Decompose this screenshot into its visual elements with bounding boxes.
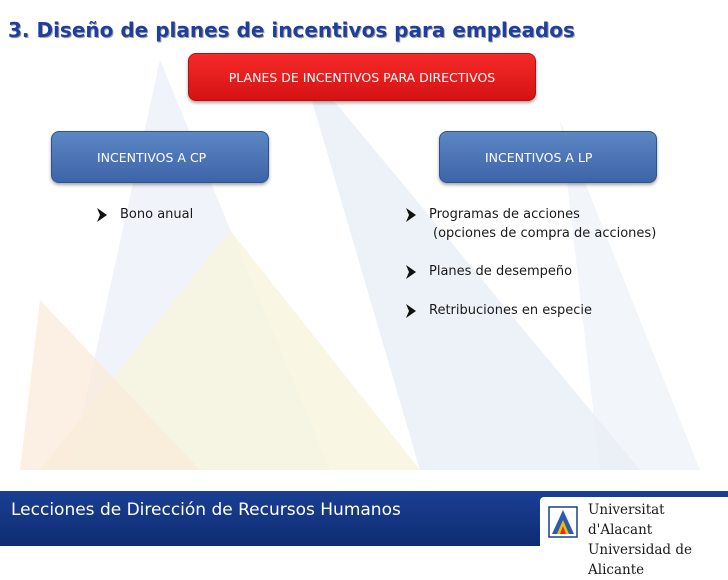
box-incentivos-lp bbox=[439, 131, 657, 183]
arrow-bullet-icon bbox=[405, 303, 417, 319]
bullet-item bbox=[405, 264, 656, 280]
logo-line-2: Universidad de Alicante bbox=[588, 542, 692, 578]
lp-bullet-list bbox=[405, 207, 656, 319]
slide-title: 3. Diseño de planes de incentivos para empleados bbox=[8, 18, 575, 42]
box-lp-label: INCENTIVOS A LP bbox=[485, 149, 593, 165]
bullet-subtext: (opciones de compra de acciones) bbox=[433, 226, 657, 241]
top-box-label: PLANES DE INCENTIVOS PARA DIRECTIVOS bbox=[228, 69, 496, 85]
top-box-directivos bbox=[188, 53, 536, 101]
arrow-bullet-icon bbox=[96, 207, 108, 223]
arrow-bullet-icon bbox=[405, 207, 417, 223]
arrow-bullet-icon bbox=[405, 264, 417, 280]
cp-bullet-list bbox=[96, 207, 193, 223]
footer-title: Lecciones de Dirección de Recursos Humanos bbox=[11, 500, 401, 520]
logo-line-1: Universitat d'Alacant bbox=[588, 502, 665, 538]
bullet-text: Bono anual bbox=[120, 207, 194, 222]
bullet-item bbox=[405, 207, 656, 241]
university-logo-icon bbox=[548, 506, 578, 538]
bullet-item bbox=[405, 303, 656, 319]
box-incentivos-cp bbox=[51, 131, 269, 183]
bullet-text: Planes de desempeño bbox=[429, 264, 573, 279]
bullet-item bbox=[96, 207, 193, 223]
bullet-text: Programas de acciones bbox=[429, 207, 580, 222]
bullet-text: Retribuciones en especie bbox=[429, 303, 592, 318]
university-logo bbox=[540, 497, 728, 578]
box-cp-label: INCENTIVOS A CP bbox=[97, 149, 207, 165]
